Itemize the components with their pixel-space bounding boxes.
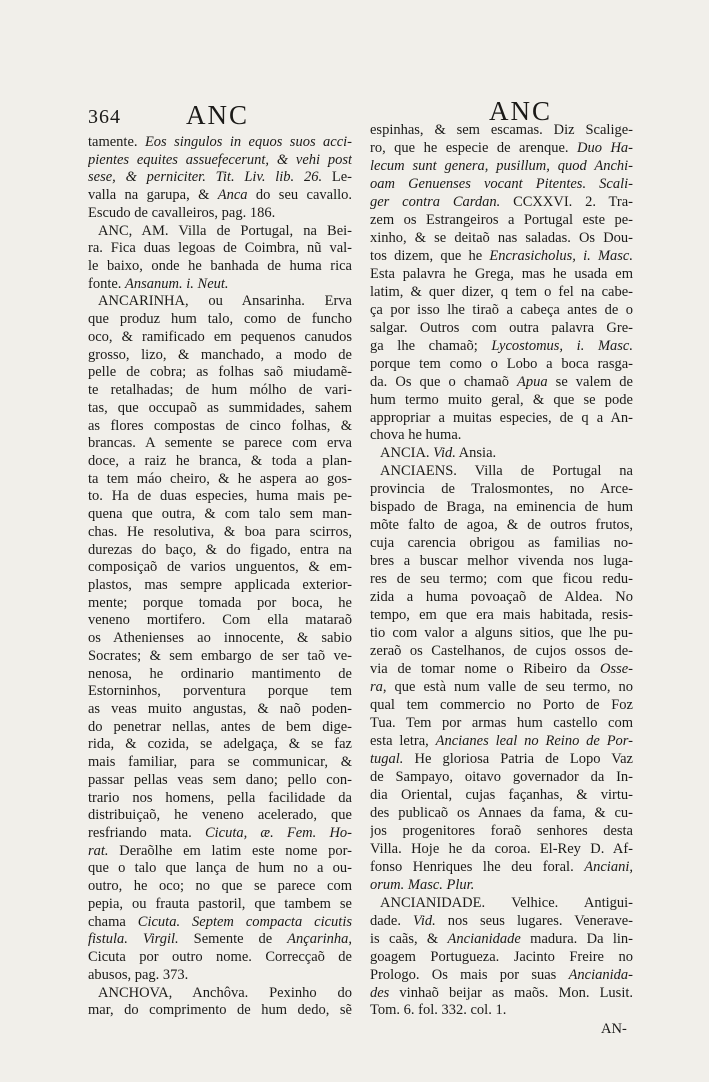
text-line xyxy=(88,860,352,878)
text-line xyxy=(370,122,633,140)
text-line xyxy=(370,841,633,859)
text-line xyxy=(88,488,352,506)
text-line xyxy=(370,985,633,1003)
text-line xyxy=(88,276,352,294)
text-line xyxy=(370,823,633,841)
text-segment: jos progenitores foraõ senhores desta xyxy=(370,822,633,839)
italic-text-segment: Duo Ha- xyxy=(577,139,633,156)
text-segment: passar pellas veas sem dano; pello con- xyxy=(88,771,352,788)
text-line xyxy=(370,697,633,715)
text-segment: Tom. 6. fol. 332. col. 1. xyxy=(370,1002,507,1019)
italic-text-segment: Anciani, xyxy=(584,858,633,875)
text-line xyxy=(370,392,633,410)
text-line xyxy=(370,338,633,356)
text-line xyxy=(88,364,352,382)
text-segment: chama xyxy=(88,913,138,930)
text-line xyxy=(88,240,352,258)
text-segment: mar, do comprimento de hum dedo, sẽ xyxy=(88,1002,352,1019)
italic-text-segment: Ancianes leal no Reino de Por- xyxy=(435,732,633,749)
text-segment: Cicuta por outro nome. Correcçaõ de xyxy=(88,949,352,966)
text-line xyxy=(370,194,633,212)
text-line xyxy=(88,152,352,170)
text-line xyxy=(88,542,352,560)
italic-text-segment: sese, & perniciter. Tit. Liv. lib. 26. xyxy=(88,169,323,186)
text-line xyxy=(88,754,352,772)
text-line xyxy=(370,140,633,158)
text-segment: le baixo, onde he banhada de huma rica xyxy=(88,258,352,275)
text-line xyxy=(370,733,633,751)
text-segment: appropriar a muitas especies, de q a An- xyxy=(370,409,633,426)
text-line xyxy=(370,481,633,499)
text-line xyxy=(370,517,633,535)
text-line xyxy=(88,382,352,400)
text-line xyxy=(88,187,352,205)
text-line xyxy=(370,913,633,931)
running-head-right: ANC xyxy=(489,96,553,126)
text-line xyxy=(370,715,633,733)
text-segment: Escudo de cavalleiros, pag. 186. xyxy=(88,204,276,221)
text-line xyxy=(88,843,352,861)
text-segment: salgar. Outros com outra palavra Gre- xyxy=(370,319,633,336)
italic-text-segment: fistula. Virgil. xyxy=(88,931,179,948)
text-line xyxy=(370,212,633,230)
text-segment: Ansia. xyxy=(455,445,497,462)
text-line xyxy=(88,134,352,152)
text-segment: Deraõlhe em latim este nome por- xyxy=(108,842,352,859)
text-line xyxy=(88,418,352,436)
text-line xyxy=(370,553,633,571)
text-line xyxy=(88,205,352,223)
text-segment: ANCIANIDADE. Velhice. Antigui- xyxy=(380,894,633,911)
text-segment: as flores compostas de cinco folhas, & xyxy=(88,417,352,434)
text-segment: espinhas, & sem escamas. Diz Scalige- xyxy=(370,122,633,138)
text-line xyxy=(370,571,633,589)
text-line xyxy=(88,985,352,1003)
catchword: AN- xyxy=(601,1021,627,1037)
text-segment: que produz hum talo, como de funcho xyxy=(88,311,352,328)
italic-text-segment: Ansanum. i. Neut. xyxy=(125,275,229,292)
italic-text-segment: tugal. xyxy=(370,750,404,767)
text-segment: ça por isso lhe tiraõ a cabeça antes de o xyxy=(370,301,633,318)
text-segment: Villa. Hoje he da coroa. El-Rey D. Af- xyxy=(370,840,633,857)
italic-text-segment: Ançarinha xyxy=(287,931,349,948)
text-segment: os Athenienses ao innocente, & sabio xyxy=(88,630,352,647)
text-line xyxy=(88,400,352,418)
text-segment: latim, & quer dizer, q tem o fel na cabe- xyxy=(370,283,633,300)
text-segment: , que està num valle de seu termo, no xyxy=(382,679,633,696)
text-segment: esta letra, xyxy=(370,732,436,749)
text-line xyxy=(370,302,633,320)
text-line xyxy=(88,169,352,187)
italic-text-segment: lecum sunt genera, pusillum, quod Anchi- xyxy=(370,157,633,174)
text-segment: ANCIA. xyxy=(380,445,434,462)
text-segment: vinhaõ beijar as maõs. Mon. Lusit. xyxy=(389,984,633,1001)
text-line xyxy=(88,772,352,790)
text-segment: zida a huma povoaçaõ de Aldea. No xyxy=(370,589,633,606)
italic-text-segment: orum. Masc. Plur. xyxy=(370,876,475,893)
italic-text-segment: Cicuta, æ. Fem. Ho- xyxy=(204,825,352,842)
text-segment: tos dizem, que he xyxy=(370,247,490,264)
text-segment: Semente de xyxy=(178,931,288,948)
text-line xyxy=(370,230,633,248)
text-line xyxy=(88,967,352,985)
text-line xyxy=(88,666,352,684)
text-line xyxy=(88,453,352,471)
text-line xyxy=(370,769,633,787)
text-line xyxy=(88,736,352,754)
text-segment: nos seus lugares. Venerave- xyxy=(435,912,633,929)
text-line xyxy=(88,701,352,719)
text-segment: cuja carencia obrigou as familias no- xyxy=(370,535,633,552)
text-line xyxy=(88,347,352,365)
text-line xyxy=(370,410,633,428)
text-line xyxy=(370,248,633,266)
text-line xyxy=(88,878,352,896)
text-line xyxy=(88,1002,352,1020)
text-segment: chas. He resolutiva, & boa para scirros, xyxy=(88,523,352,540)
text-line xyxy=(370,787,633,805)
text-segment: ga lhe chamaõ; xyxy=(370,337,492,354)
text-line xyxy=(370,751,633,769)
text-line xyxy=(88,914,352,932)
italic-text-segment: Ancianidade xyxy=(447,930,521,947)
text-segment: res de seu termo; com que ficou redu- xyxy=(370,571,633,588)
italic-text-segment: Lycostomus, i. Masc. xyxy=(491,337,633,354)
text-line xyxy=(88,329,352,347)
text-line xyxy=(88,790,352,808)
text-segment: Tua. Tem por armas hum castello com xyxy=(370,714,633,731)
text-line xyxy=(88,311,352,329)
text-line xyxy=(370,320,633,338)
text-line xyxy=(88,506,352,524)
text-segment: se valem de xyxy=(547,373,633,390)
text-segment: rida, & cozida, se adelgaça, & se faz xyxy=(88,736,352,753)
text-segment: ANCHOVA, Anchôva. Pexinho do xyxy=(98,984,352,1001)
text-line xyxy=(88,949,352,967)
italic-text-segment: ger contra Cardan. xyxy=(370,193,501,210)
text-line xyxy=(88,807,352,825)
text-segment: tio com valor a alguns sitios, que lhe pu- xyxy=(370,625,633,642)
text-segment: do seu cavallo. xyxy=(247,187,352,204)
page-number: 364 xyxy=(88,106,121,128)
text-segment: xinho, & se deitaõ nas saladas. Os Dou- xyxy=(370,229,633,246)
text-segment: distribuiçaõ, he veneno acelerado, que xyxy=(88,807,352,824)
italic-text-segment: Vid. xyxy=(433,445,456,462)
italic-text-segment: Anca xyxy=(217,187,248,204)
text-line xyxy=(370,589,633,607)
text-segment: as veas muito angustas, & naõ poden- xyxy=(88,701,352,717)
text-segment: de Sampayo, oitavo governador da In- xyxy=(370,768,633,785)
italic-text-segment: Ancianida- xyxy=(568,966,633,983)
italic-text-segment: oam Genuenses vocant Pitentes. Scali- xyxy=(370,175,633,192)
text-segment: tas, que occupaõ as summidades, sahem xyxy=(88,399,352,416)
italic-text-segment: Osse- xyxy=(599,661,633,678)
text-segment: ro, que he especie de arenque. xyxy=(370,139,577,156)
text-line xyxy=(88,719,352,737)
text-segment: grosso, lizo, & manchado, a modo de xyxy=(88,346,352,363)
text-line xyxy=(370,1002,633,1020)
italic-text-segment: ra xyxy=(370,679,383,696)
text-segment: fonte. xyxy=(88,275,126,292)
text-segment: oco, & ramificado em pequenos canudos xyxy=(88,328,352,345)
text-line xyxy=(88,435,352,453)
text-segment: tamente. xyxy=(88,134,145,150)
text-segment: ANCARINHA, ou Ansarinha. Erva xyxy=(98,293,352,310)
text-line xyxy=(88,648,352,666)
text-segment: madura. Da lin- xyxy=(520,930,633,947)
text-segment: ANCIAENS. Villa de Portugal na xyxy=(380,463,633,480)
text-segment: da. Os que o chamaõ xyxy=(370,373,517,390)
text-line xyxy=(370,499,633,517)
text-line xyxy=(370,374,633,392)
text-segment: quena que outra, & com talo sem man- xyxy=(88,506,352,523)
text-segment: bispado de Braga, na eminencia de hum xyxy=(370,499,633,516)
text-segment: des publicaõ os Annaes da fama, & cu- xyxy=(370,804,633,821)
text-line xyxy=(88,896,352,914)
text-segment: hum termo muito geral, & que se pode xyxy=(370,391,633,408)
text-segment: ta tem máo cheiro, & he aspera ao gos- xyxy=(88,470,352,487)
text-segment: to. Ha de duas especies, huma mais pe- xyxy=(88,488,352,505)
text-segment: pepia, ou frauta pastoril, que tambem se xyxy=(88,895,352,912)
text-line xyxy=(370,679,633,697)
text-segment: outro, he oco; no que se parece com xyxy=(88,878,352,895)
text-line xyxy=(370,625,633,643)
text-line xyxy=(370,356,633,374)
text-segment: abusos, pag. 373. xyxy=(88,966,189,983)
text-segment: dia Oriental, cujas façanhas, & virtu- xyxy=(370,786,633,803)
text-line xyxy=(370,895,633,913)
text-line xyxy=(88,293,352,311)
text-segment: via de tomar nome o Ribeiro da xyxy=(370,661,600,678)
text-line xyxy=(370,158,633,176)
text-segment: pelle de cobra; as folhas saõ miudamẽ- xyxy=(88,364,352,381)
text-segment: do penetrar nellas, antes de bem dige- xyxy=(88,718,352,735)
text-segment: composiçaõ de varios unguentos, & em- xyxy=(88,559,352,576)
text-segment: Esta palavra he Grega, mas he usada em xyxy=(370,265,633,282)
text-segment: Prologo. Os mais por suas xyxy=(370,966,569,983)
text-segment: resfriando mata. xyxy=(88,825,205,842)
text-line xyxy=(88,825,352,843)
text-line xyxy=(370,661,633,679)
text-segment: Estorninhos, porventura porque tem xyxy=(88,683,352,700)
text-segment: trario nos homens, pella facilidade da xyxy=(88,789,352,806)
text-segment: valla na garupa, & xyxy=(88,187,218,204)
text-segment: ra. Fica duas legoas de Coimbra, nũ val- xyxy=(88,240,352,257)
text-line xyxy=(370,859,633,877)
text-line xyxy=(88,931,352,949)
text-segment: CCXXVI. 2. Tra- xyxy=(500,193,633,210)
text-line xyxy=(88,577,352,595)
text-segment: que o talo que lança de hum no a ou- xyxy=(88,860,352,877)
text-segment: te retalhadas; de hum mólho de vari- xyxy=(88,382,352,399)
text-segment: qual tem commercio no Porto de Foz xyxy=(370,697,633,713)
text-line xyxy=(370,643,633,661)
text-segment: goagem Portugueza. Jacinto Freire no xyxy=(370,948,633,965)
text-segment: porque tem como o Lobo a boca rasga- xyxy=(370,355,633,372)
text-line xyxy=(370,266,633,284)
italic-text-segment: Apua xyxy=(517,373,548,390)
text-line xyxy=(370,967,633,985)
text-line xyxy=(88,223,352,241)
text-line xyxy=(88,630,352,648)
text-segment: mõte falto de agoa, & de outros frutos, xyxy=(370,517,633,534)
text-segment: Socrates; & sem embargo de ser taõ ve- xyxy=(88,647,352,664)
text-line xyxy=(88,524,352,542)
text-segment: chova he huma. xyxy=(370,427,462,444)
italic-text-segment: Eos singulos in equos suos acci- xyxy=(144,134,352,150)
text-segment: mais familiar, para se communicar, & xyxy=(88,754,352,771)
text-segment: mente; porque tomada por boca, he xyxy=(88,594,352,611)
text-line xyxy=(370,284,633,302)
text-line xyxy=(88,471,352,489)
italic-text-segment: des xyxy=(370,984,390,1001)
text-segment: provincia de Tralosmontes, no Arce- xyxy=(370,481,633,498)
italic-text-segment: pientes equites assuefecerunt, & vehi post xyxy=(88,151,352,168)
text-line xyxy=(370,805,633,823)
text-line xyxy=(370,877,633,895)
text-segment: ANC, AM. Villa de Portugal, na Bei- xyxy=(98,222,352,239)
italic-text-segment: rat. xyxy=(88,842,109,859)
text-segment: durezas do baço, & do figado, entra na xyxy=(88,541,352,558)
italic-text-segment: Cicuta. Septem compacta cicutis xyxy=(137,913,352,930)
text-line xyxy=(88,683,352,701)
text-segment: veneno mortifero. Com ella mataraõ xyxy=(88,612,352,629)
text-line xyxy=(370,176,633,194)
text-line xyxy=(370,427,633,445)
text-segment: plastos, mas sempre applicada exterior- xyxy=(88,576,352,593)
text-segment: Le- xyxy=(322,169,352,186)
text-segment: bres a buscar melhor vivenda nos luga- xyxy=(370,553,633,570)
text-line xyxy=(370,949,633,967)
italic-text-segment: Vid. xyxy=(413,912,436,929)
text-segment: brancas. A semente se parece com erva xyxy=(88,435,352,452)
text-line xyxy=(88,258,352,276)
text-segment: , xyxy=(348,931,352,948)
text-segment: doce, a raiz he branca, & toda a plan- xyxy=(88,452,352,469)
text-segment: dade. xyxy=(370,912,414,929)
text-segment: zem os Estrangeiros a Portugal este pe- xyxy=(370,211,633,228)
text-line xyxy=(88,559,352,577)
text-segment: nenosa, he ordinario mantimento de xyxy=(88,665,352,682)
text-segment: fonso Henriques lhe deu foral. xyxy=(370,858,585,875)
text-line xyxy=(370,445,633,463)
text-line xyxy=(370,535,633,553)
right-column xyxy=(370,122,633,1020)
italic-text-segment: Encrasicholus, i. Masc. xyxy=(489,247,633,264)
text-segment: tempo, em que era mais habitada, resis- xyxy=(370,607,633,624)
running-head-left: ANC xyxy=(186,100,250,130)
text-segment: zeraõ os Castelhanos, de cujos ossos de- xyxy=(370,643,633,660)
text-line xyxy=(88,612,352,630)
text-line xyxy=(370,463,633,481)
text-segment: is caãs, & xyxy=(370,930,448,947)
text-line xyxy=(88,595,352,613)
left-column xyxy=(88,134,352,1020)
text-line xyxy=(370,607,633,625)
text-line xyxy=(370,931,633,949)
text-segment: He gloriosa Patria de Lopo Vaz xyxy=(403,750,633,767)
